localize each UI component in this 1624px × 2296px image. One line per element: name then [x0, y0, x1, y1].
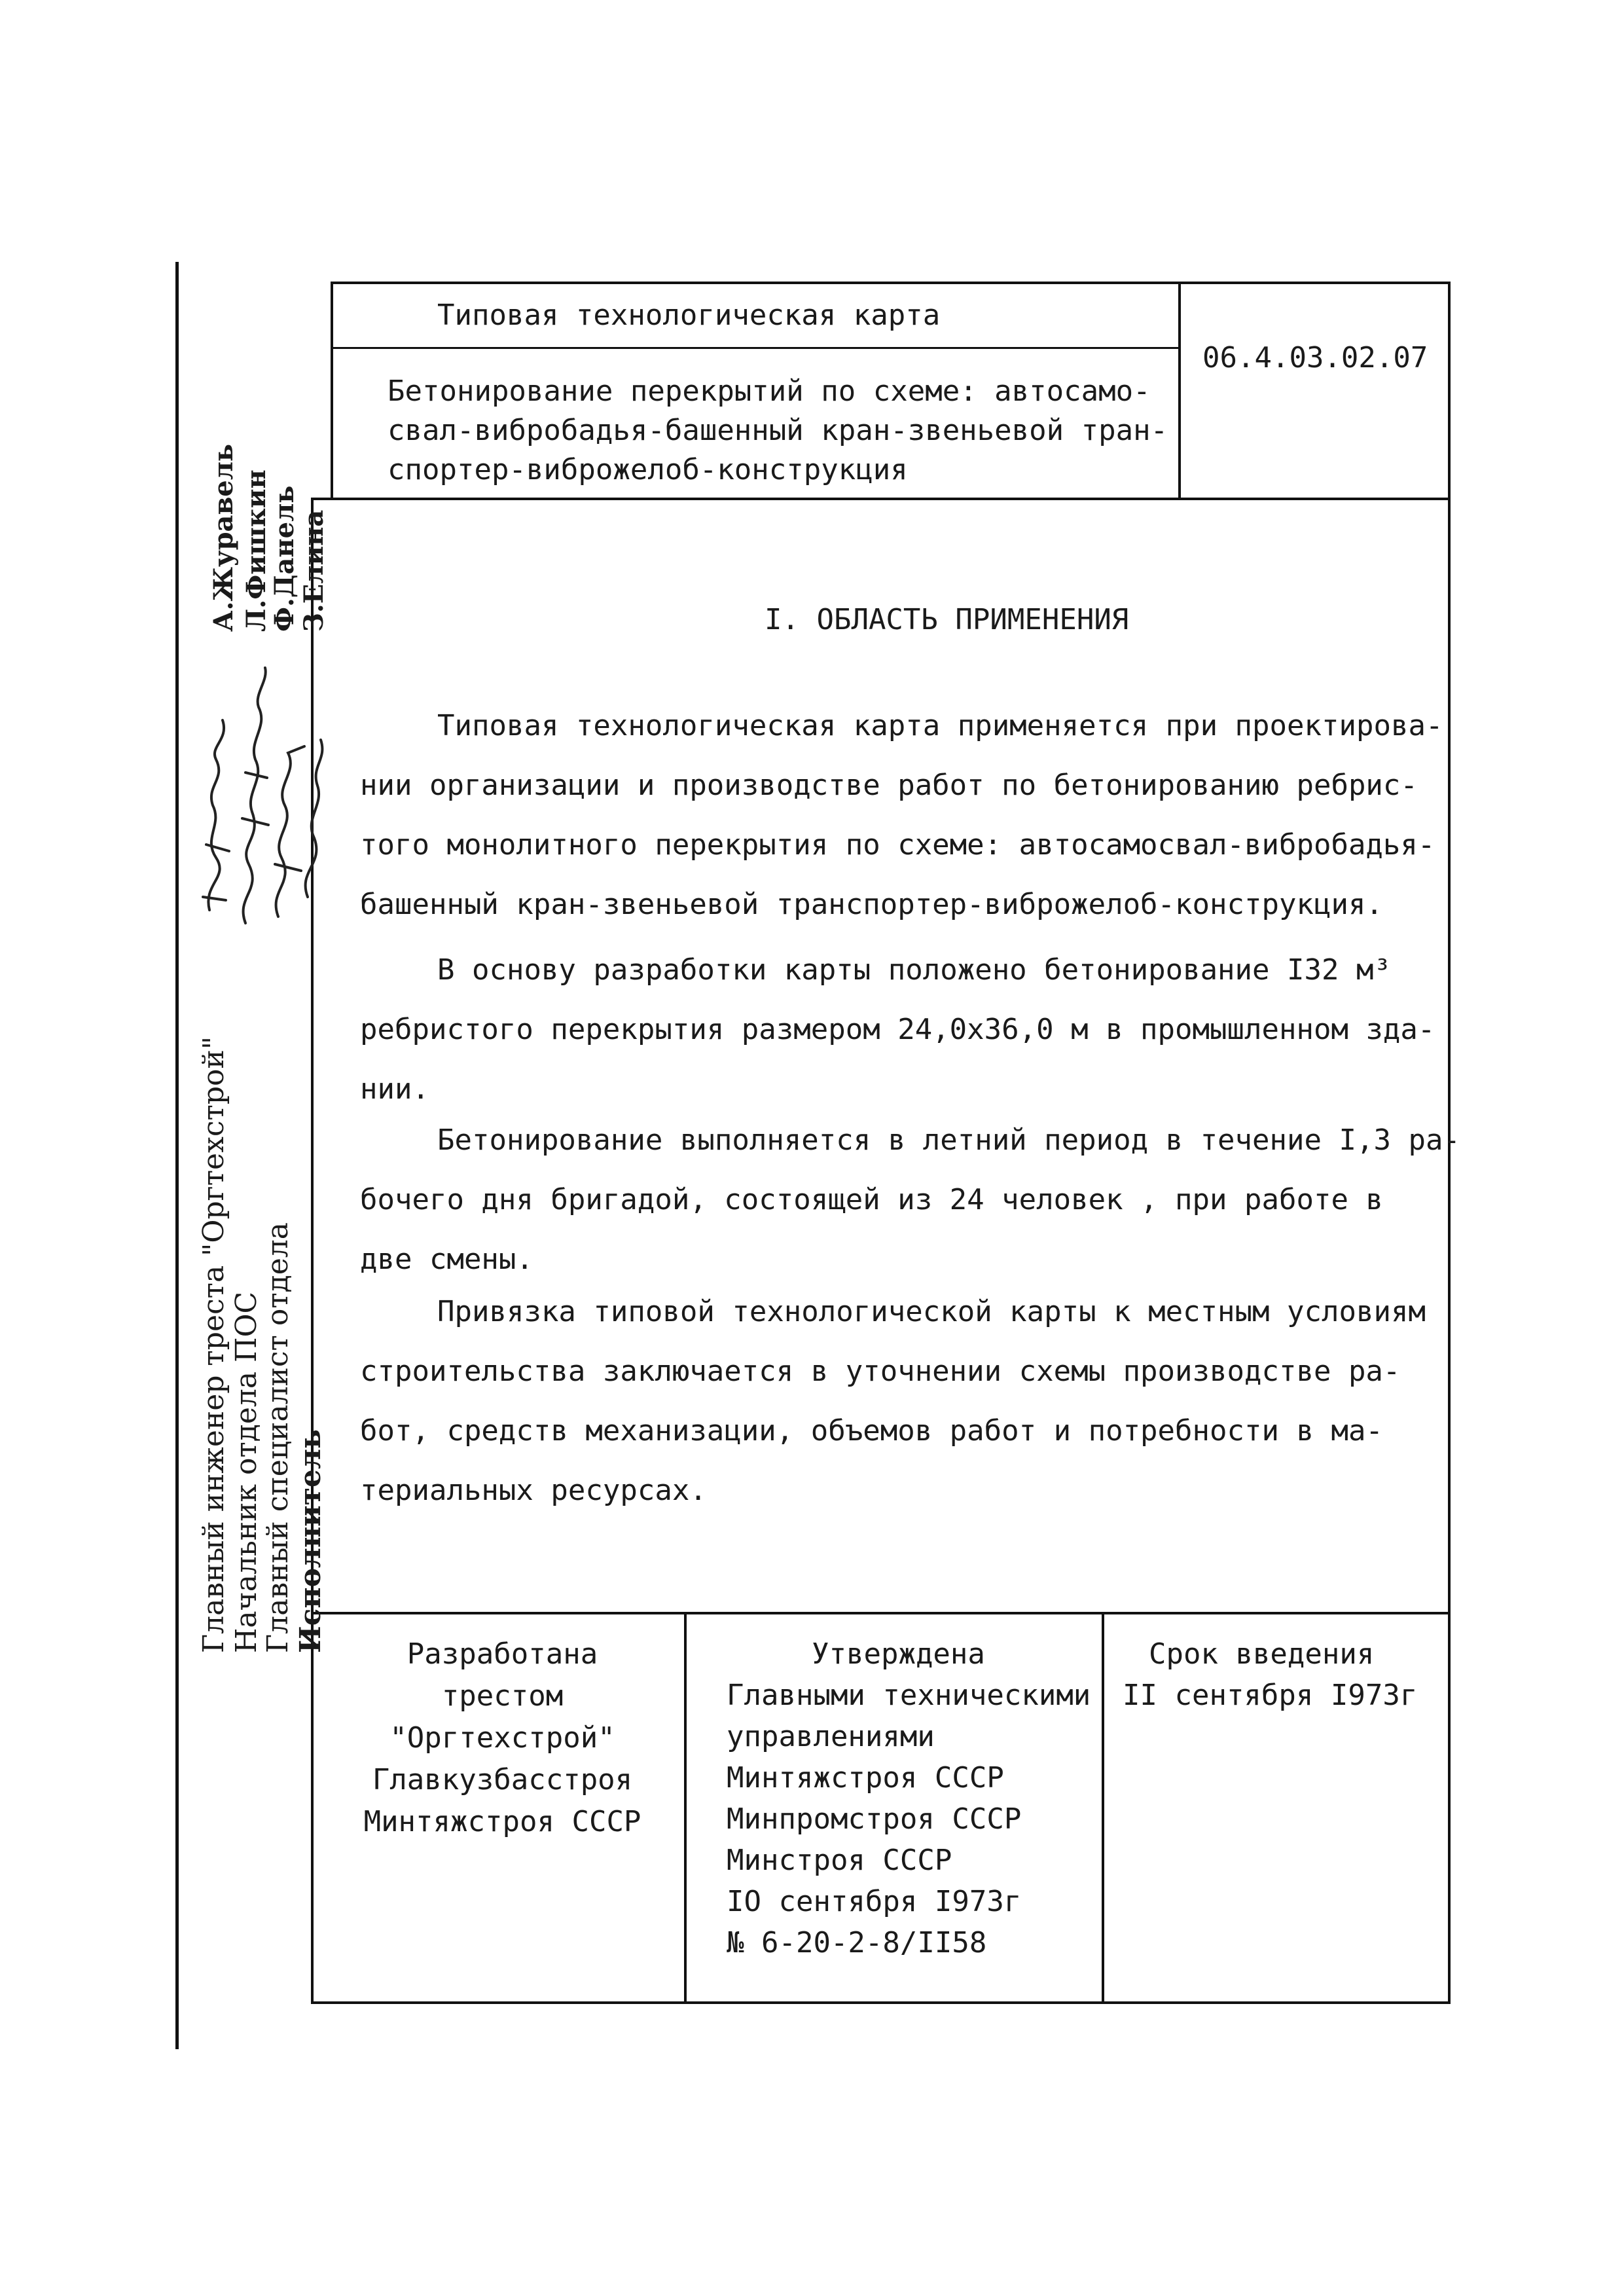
frame-left-step: [311, 498, 333, 500]
section-heading: I. ОБЛАСТЬ ПРИМЕНЕНИЯ: [765, 603, 1129, 636]
developed-line: Главкузбасстроя: [372, 1763, 633, 1796]
paragraph-3: [360, 1110, 1460, 1289]
approved-number: № 6-20-2-8/II58: [727, 1926, 987, 1959]
header-bottom: [333, 498, 1450, 500]
text-line: териальных ресурсах.: [360, 1474, 707, 1507]
developed-line: трестом: [441, 1679, 564, 1713]
approved-line: Минтяжстроя СССР: [727, 1761, 1004, 1795]
footer-approved: [727, 1633, 1091, 1963]
text-line: ребристого перекрытия размером 24,0х36,0 м в промышленном зда-: [360, 1013, 1435, 1046]
frame-left-top: [331, 282, 333, 498]
text-line: бочего дня бригадой, состоящей из 24 человек , при работе в: [360, 1183, 1383, 1216]
footer-effective: [1123, 1633, 1417, 1716]
text-line: строительства заключается в уточнении схемы производстве ра-: [360, 1355, 1401, 1388]
text-line: Бетонирование выполняется в летний период в течение I,3 ра-: [437, 1123, 1460, 1157]
document-subtitle: [388, 372, 1168, 490]
binding-line: [175, 262, 179, 2049]
approved-line: управлениями: [727, 1720, 935, 1753]
position-executor: Исполнитель: [294, 1429, 327, 1653]
header-divider: [331, 347, 1178, 349]
footer-sep-2: [1102, 1612, 1104, 2003]
text-line: бот, средств механизации, объемов работ и потребности в ма-: [360, 1414, 1383, 1448]
footer-sep-1: [684, 1612, 687, 2003]
subtitle-line: свал-вибробадья-башенный кран-звеньевой тран-: [388, 414, 1168, 447]
approved-line: Минстроя СССР: [727, 1844, 952, 1877]
developed-line: Разработана: [406, 1637, 598, 1671]
subtitle-line: спортер-виброжелоб-конструкция: [388, 453, 908, 486]
subtitle-line: Бетонирование перекрытий по схеме: автосамо-: [388, 374, 1151, 408]
developed-line: Минтяжстроя СССР: [363, 1805, 641, 1838]
position-head-of-department: Начальник отдела ПОС: [230, 1291, 263, 1653]
text-line: В основу разработки карты положено бетонирование I32 м³: [437, 953, 1391, 987]
paragraph-1: [360, 696, 1443, 934]
approved-line: Минпромстроя СССР: [727, 1802, 1022, 1836]
header-code-separator: [1178, 282, 1181, 498]
text-line: нии.: [360, 1072, 429, 1106]
name-danel: Ф.Данель: [269, 485, 300, 632]
effective-date: II сентября I973г: [1123, 1679, 1418, 1712]
footer-bottom: [311, 2001, 1451, 2004]
text-line: того монолитного перекрытия по схеме: автосамосвал-вибробадья-: [360, 828, 1435, 862]
name-zhuravel: А.Журавель: [208, 443, 239, 632]
document-code: 06.4.03.02.07: [1202, 341, 1428, 374]
approved-line: Главными техническими: [727, 1679, 1091, 1712]
developed-line: "Оргтехстрой": [389, 1721, 615, 1755]
footer-top: [311, 1612, 1451, 1614]
text-line: две смены.: [360, 1243, 533, 1276]
text-line: Типовая технологическая карта применяется при проектирова-: [437, 709, 1443, 742]
text-line: Привязка типовой технологической карты к местным условиям: [437, 1295, 1426, 1328]
approved-line: Утверждена: [812, 1637, 985, 1671]
position-chief-specialist: Главный специалист отдела: [261, 1222, 295, 1653]
approved-date: IO сентября I973г: [727, 1885, 1022, 1918]
footer-developed: [321, 1633, 684, 1843]
paragraph-2: [360, 940, 1435, 1119]
position-chief-engineer: Главный инженер треста "Оргтехстрой": [197, 1036, 230, 1653]
name-fishkin: Л.Фишкин: [241, 469, 272, 632]
effective-label: Срок введения: [1149, 1637, 1375, 1671]
name-elina: З.Елина: [298, 509, 329, 632]
paragraph-4: [360, 1282, 1426, 1520]
document-type-title: Типовая технологическая карта: [437, 299, 941, 332]
frame-top: [331, 282, 1450, 284]
signatures-image: [190, 648, 331, 930]
text-line: башенный кран-звеньевой транспортер-виброжелоб-конструкция.: [360, 888, 1383, 921]
text-line: нии организации и производстве работ по бетонированию ребрис-: [360, 769, 1418, 802]
